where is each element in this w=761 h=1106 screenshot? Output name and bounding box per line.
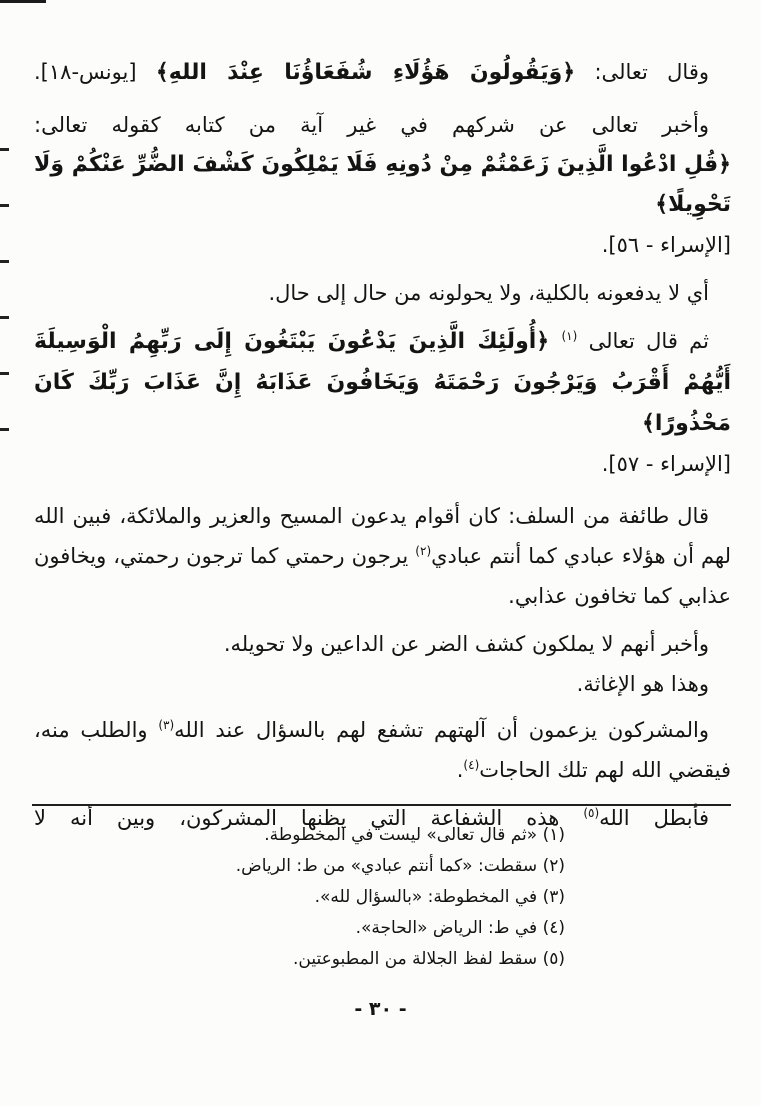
footnote-2: (٢) سقطت: «كما أنتم عبادي» من ط: الرياض.	[235, 856, 565, 876]
quran-verse-yunus-18: ﴿وَيَقُولُونَ هَؤُلَاءِ شُفَعَاؤُنَا عِنْدَ اللهِ﴾	[155, 60, 576, 85]
scan-dash-artifact	[0, 204, 9, 207]
text-run: وقال تعالى:	[575, 60, 710, 84]
text-run: .	[456, 758, 464, 782]
text-run: فأبطل الله	[599, 806, 710, 830]
paragraph-mushrikun	[34, 710, 731, 790]
footnote-marker-5: (٥)	[583, 806, 600, 820]
footnote-marker-3: (٣)	[158, 718, 175, 732]
text-run: يرجون رحمتي كما ترجون رحمتي، ويخافون عذابي كما تخافون عذابي.	[34, 544, 731, 608]
paragraph-yunus-verse	[34, 52, 731, 93]
footnote-4: (٤) في ط: الرياض «الحاجة».	[355, 918, 565, 938]
paragraph-akhbar	[34, 624, 731, 664]
scan-dash-artifact	[0, 316, 9, 319]
text-run: وأخبر تعالى عن شركهم في غير آية من كتابه كقوله تعالى:	[34, 113, 709, 137]
text-run: والمشركون يزعمون أن آلهتهم تشفع لهم بالسؤال عند الله	[174, 718, 709, 742]
paragraph-ighatha	[34, 664, 731, 704]
main-text-block	[34, 52, 731, 838]
text-run: قال طائفة من السلف: كان أقوام يدعون المسيح والعزير والملائكة، فبين الله لهم أن هؤلاء عبادي كما أنتم عبادي	[34, 504, 731, 568]
text-run: أي لا يدفعونه بالكلية، ولا يحولونه من حال إلى حال.	[268, 281, 709, 305]
scan-dash-artifact	[0, 148, 9, 151]
text-run: وأخبر أنهم لا يملكون كشف الضر عن الداعين ولا تحويله.	[223, 632, 709, 656]
page-number: - ٣٠ -	[354, 998, 407, 1020]
footnote-5: (٥) سقط لفظ الجلالة من المطبوعتين.	[292, 949, 565, 969]
paragraph-shirk-verse	[34, 105, 731, 265]
footnote-marker-2: (٢)	[415, 544, 432, 558]
paragraph-thumma-qala	[34, 321, 731, 484]
scan-edge-marks	[0, 0, 12, 1106]
footnote-1: (١) «ثم قال تعالى» ليست في المخطوطة.	[264, 825, 565, 845]
verse-reference-isra-57: [الإسراء - ٥٧].	[601, 452, 731, 476]
text-run: ثم قال تعالى	[577, 329, 709, 353]
footnotes-section	[40, 820, 565, 975]
scan-dash-artifact	[0, 428, 9, 431]
quran-verse-isra-56: ﴿قُلِ ادْعُوا الَّذِينَ زَعَمْتُمْ مِنْ دُونِهِ فَلَا يَمْلِكُونَ كَشْفَ الضُّرِّ عَنْكُمْ وَلَا تَحْوِيلًا﴾	[34, 152, 731, 217]
footnote-marker-4: (٤)	[463, 758, 480, 772]
text-run: وهذا هو الإغاثة.	[576, 672, 709, 696]
verse-reference-isra-56: [الإسراء - ٥٦].	[601, 233, 731, 257]
footnote-separator	[32, 804, 731, 806]
paragraph-commentary-1	[34, 273, 731, 313]
footnote-3: (٣) في المخطوطة: «بالسؤال لله».	[314, 887, 565, 907]
verse-reference-yunus-18: [يونس-١٨].	[34, 60, 156, 84]
scan-dash-artifact	[0, 372, 9, 375]
paragraph-salaf-saying	[34, 496, 731, 616]
scan-dash-artifact	[0, 260, 9, 263]
text-run: والطلب منه، فيقضي الله لهم تلك الحاجات	[34, 718, 731, 782]
text-run: هذه الشفاعة التي يظنها المشركون، وبين أنه لا	[34, 806, 584, 830]
quran-verse-isra-57: ﴿أُولَئِكَ الَّذِينَ يَدْعُونَ يَبْتَغُونَ إِلَى رَبِّهِمُ الْوَسِيلَةَ أَيُّهُمْ أَقْرَبُ وَيَرْجُونَ رَحْمَتَهُ وَيَخَافُونَ عَذَابَهُ إِنَّ عَذَابَ رَبِّكَ كَانَ مَحْذُورًا﴾	[34, 329, 731, 436]
footnote-marker-1: (١)	[561, 329, 578, 343]
